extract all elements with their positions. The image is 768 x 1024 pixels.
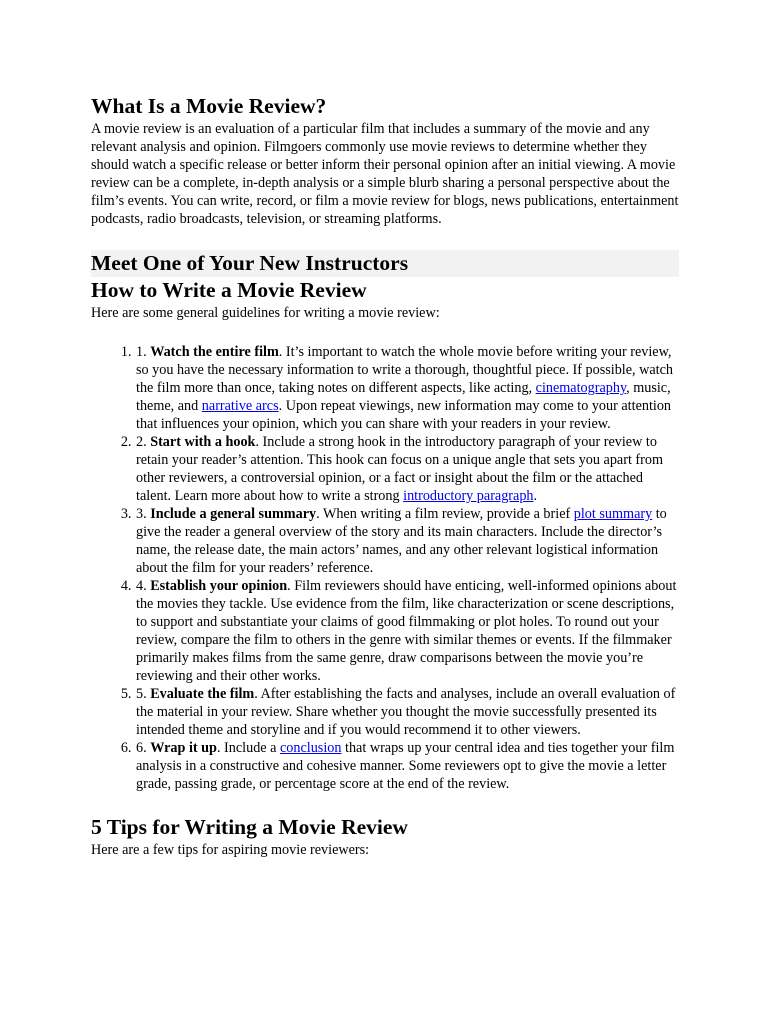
step-text: , music, theme, and — [136, 380, 671, 414]
heading-what-is-a-movie-review: What Is a Movie Review? — [91, 94, 327, 118]
step-prefix: 1. — [136, 344, 151, 360]
document-page — [91, 92, 679, 859]
heading-how-to-write: How to Write a Movie Review — [91, 278, 367, 302]
step-text: . Film reviewers should have enticing, well-informed opinions about the movies they tackle. Use evidence from the film, like characterization or scene descriptions, to support and substantiate your claims of good filmmaking or plot holes. To round out your review, compare the film to others in the genre with similar themes or events. If the filmmaker primarily makes films from the same genre, draw comparisons between the movie you’re reviewing and their other works. — [136, 578, 677, 684]
step-prefix: 5. — [136, 686, 151, 702]
conclusion-link[interactable]: conclusion — [279, 740, 342, 756]
paragraph-guidelines-intro: Here are some general guidelines for writing a movie review: — [91, 305, 440, 321]
heading-meet-instructors: Meet One of Your New Instructors — [91, 250, 679, 277]
list-item-step-1 — [135, 343, 679, 433]
heading-five-tips: 5 Tips for Writing a Movie Review — [91, 815, 408, 839]
guidelines-list — [91, 343, 679, 793]
step-title: Evaluate the film — [150, 686, 255, 702]
step-text: that wraps up your central idea and ties together your film analysis in a constructive and cohesive manner. Some reviewers opt to give the movie a letter grade, passing grade, or percentage score at the end of the review. — [136, 740, 675, 792]
step-text: . Include a — [216, 740, 280, 756]
list-item-step-6 — [135, 739, 679, 793]
list-item-step-5 — [135, 685, 679, 739]
step-title: Establish your opinion — [150, 578, 288, 594]
step-text: to give the reader a general overview of the story and its main characters. Include the director’s name, the release date, the main actors’ names, and any other relevant logistical information about the film for your readers’ reference. — [136, 506, 667, 576]
step-text: . When writing a film review, provide a brief — [316, 506, 574, 522]
step-title: Include a general summary — [150, 506, 317, 522]
step-text: . Include a strong hook in the introductory paragraph of your review to retain your reader’s attention. This hook can focus on a unique angle that sets you apart from other reviewers, a controversial opinion, or a fact or insight about the film or the attached talent. Learn more about how to write a strong — [136, 434, 664, 504]
step-prefix: 4. — [136, 578, 151, 594]
narrative-arcs-link[interactable]: narrative arcs — [201, 398, 279, 414]
introductory-paragraph-link[interactable]: introductory paragraph — [403, 488, 534, 504]
list-item-step-2 — [135, 433, 679, 505]
step-prefix: 6. — [136, 740, 151, 756]
step-text: . Upon repeat viewings, new information may come to your attention that influences your opinion, which you can share with your readers in your review. — [136, 398, 672, 432]
step-prefix: 3. — [136, 506, 151, 522]
step-text: . — [533, 488, 538, 504]
step-title: Watch the entire film — [150, 344, 279, 360]
cinematography-link[interactable]: cinematography — [535, 380, 627, 396]
paragraph-movie-review-definition: A movie review is an evaluation of a particular film that includes a summary of the movie and any relevant analysis and opinion. Filmgoers commonly use movie reviews to determine whether they should watch a specific release or better inform their personal opinion after an initial viewing. A movie review can be a complete, in-depth analysis or a simple blurb sharing a personal perspective about the film’s events. You can write, record, or film a movie review for blogs, news publications, entertainment podcasts, radio broadcasts, television, or streaming platforms. — [91, 121, 679, 227]
step-text: . After establishing the facts and analyses, include an overall evaluation of the material in your review. Share whether you thought the movie successfully presented its intended theme and storyline and if you would recommend it to other viewers. — [136, 686, 676, 738]
step-prefix: 2. — [136, 434, 151, 450]
list-item-step-4 — [135, 577, 679, 685]
step-title: Start with a hook — [150, 434, 256, 450]
paragraph-tips-intro: Here are a few tips for aspiring movie reviewers: — [91, 842, 370, 858]
plot-summary-link[interactable]: plot summary — [573, 506, 653, 522]
list-item-step-3 — [135, 505, 679, 577]
step-text: . It’s important to watch the whole movie before writing your review, so you have the necessary information to write a thorough, thoughtful piece. If possible, watch the film more than once, taking notes on different aspects, like acting, — [136, 344, 674, 396]
step-title: Wrap it up — [150, 740, 217, 756]
